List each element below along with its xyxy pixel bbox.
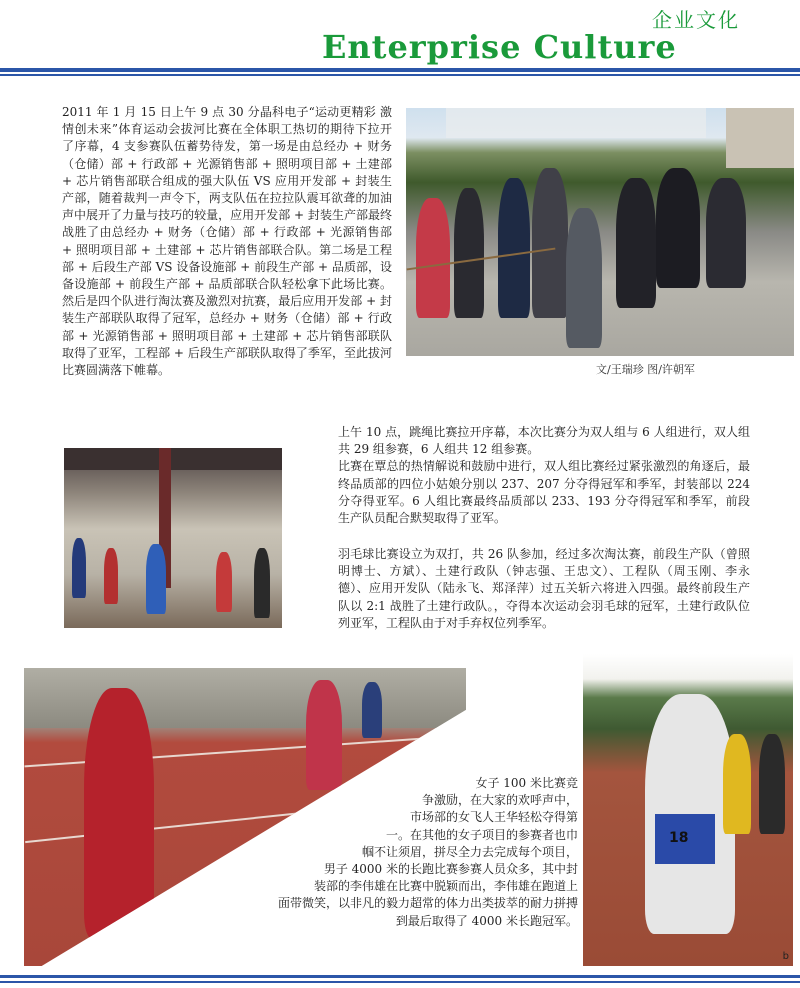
photo-corner-mark: b (782, 951, 789, 962)
tug-of-war-photo (406, 108, 794, 356)
runner-bib: 18 (669, 830, 689, 846)
footer-rule (0, 975, 800, 978)
article-paragraph-track-events: 女子 100 米比赛竞 争激励，在大家的欢呼声中， 市场部的女飞人王华轻松夺得第 一。在其他的女子项目的参赛者也巾 帼不让须眉，拼尽全力去完成每个项目， 男子 4000 米的长跑比赛参赛人员众多，其中封 装部的李伟雄在比赛中脱颖而出，李伟雄在跑道上 面带微笑，以非凡的毅力超常的体力出类拔萃的耐力拼搏 到最后取得了 4000 米长跑冠军。 (277, 776, 578, 928)
header-rule-thin (0, 74, 800, 76)
header-rule (0, 68, 800, 72)
mens-4000m-runner-photo (583, 654, 793, 966)
footer-rule-thin (0, 981, 800, 983)
article-paragraph-badminton: 羽毛球比赛设立为双打，共 26 队参加，经过多次淘汰赛，前段生产队（曾照明博士、方斌）、土建行政队（钟志强、王忠文）、工程队（周玉刚、李永德）、应用开发队（陆永飞、郑泽萍）过五关斩六将进入四强。最终前段生产队以 2:1 战胜了土建行政队。，夺得本次运动会羽毛球的冠军，土建行政队位列亚军，工程队由于对手弃权位列季军。 (338, 547, 750, 630)
article-paragraph-tug-of-war: 2011 年 1 月 15 日上午 9 点 30 分晶科电子“运动更精彩 激情创未来”体育运动会拔河比赛在全体职工热切的期待下拉开了序幕，4 支参赛队伍蓄势待发，第一场是由总经办 + 财务（仓储）部 + 行政部 + 光源销售部 + 照明项目部 + 土建部 + 芯片销售部联合组成的强大队伍 VS 应用开发部 + 封装生产部，随着裁判一声令下，两支队伍在拉拉队震耳欲聋的加油声中展开了力量与技巧的较量，应用开发部 + 封装生产部最终战胜了由总经办 + 财务（仓储）部 + 行政部 + 光源销售部 + 照明项目部 + 土建部 + 芯片销售部联合队。第二场是工程部 + 后段生产部 VS 设备设施部 + 前段生产部 + 品质部，设备设施部 + 前段生产部 + 品质部联合队轻松拿下此场比赛。然后是四个队进行淘汰赛及激烈对抗赛，最后应用开发部 + 封装生产部联队取得了冠军，总经办 + 财务（仓储）部 + 行政部 + 光源销售部 + 照明项目部 + 土建部 + 芯片销售部联队取得了亚军，工程部 + 后段生产部联队取得了季军，至此拔河比赛圆满落下帷幕。 (62, 105, 392, 378)
rope-skipping-gym-photo (64, 448, 282, 628)
photo-credit: 文/王瑞珍 图/许朝军 (596, 363, 695, 376)
section-title-en: Enterprise Culture (322, 28, 677, 66)
section-title-cn: 企业文化 (652, 8, 740, 32)
article-paragraph-rope-skipping: 上午 10 点，跳绳比赛拉开序幕，本次比赛分为双人组与 6 人组进行，双人组共 29 组参赛，6 人组共 12 组参赛。 比赛在覃总的热情解说和鼓励中进行，双人组比赛经过紧张激烈的角逐后，最终品质部的四位小姑娘分别以 237、207 分夺得冠军和季军，封装部以 224 分夺得亚军。6 人组比赛最终品质部以 233、193 分夺得冠军和季军，前段生产队员配合默契取得了亚军。 (338, 425, 750, 526)
